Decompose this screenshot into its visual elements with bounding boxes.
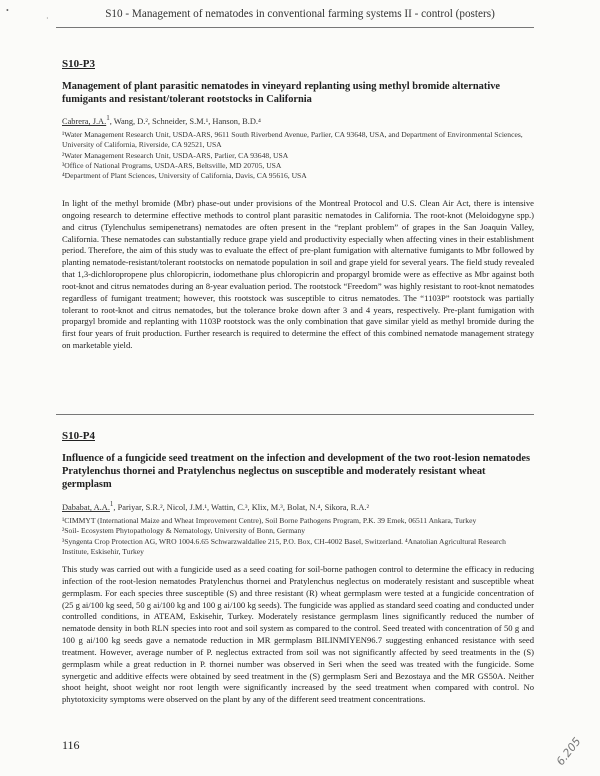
- affiliation: ¹CIMMYT (International Maize and Wheat Improvement Centre), Soil Borne Pathogens Program, P.K. 39 Emek, 06511 Ankara, Turkey: [62, 516, 477, 525]
- affiliations: [62, 130, 534, 181]
- affiliation: ²Soil- Ecosystem Phytopathology & Nematology, University of Bonn, Germany: [62, 526, 306, 536]
- first-author: Dababat, A.A.: [62, 502, 110, 512]
- scan-mark: ·: [46, 14, 49, 23]
- paper-id: S10-P3: [62, 58, 95, 70]
- author-sup: 1: [106, 114, 110, 122]
- first-author: Cabrera, J.A.: [62, 116, 107, 126]
- paper-title: Influence of a fungicide seed treatment on the infection and development of the two root-lesion nematodes Pratylenchus thornei and Pratylenchus neglectus on susceptible and moderately resistant wheat germplasm: [62, 453, 531, 490]
- paper-id: S10-P4: [62, 430, 95, 442]
- running-header: S10 - Management of nematodes in conventional farming systems II - control (posters): [105, 8, 495, 20]
- affiliation: ²Water Management Research Unit, USDA-ARS, Parlier, CA 93648, USA: [62, 150, 289, 160]
- paper-authors: [62, 500, 532, 512]
- affiliation: ⁴Department of Plant Sciences, University of California, Davis, CA 95616, USA: [62, 171, 307, 181]
- affiliation: ³Office of National Programs, USDA-ARS, Beltsville, MD 20705, USA: [62, 160, 282, 170]
- scan-mark: •: [6, 6, 9, 15]
- paper-title: Management of plant parasitic nematodes in vineyard replanting using methyl bromide alternative fumigants and resistant/tolerant rootstocks in California: [62, 81, 501, 105]
- header-rule: [56, 27, 534, 28]
- author-sup: 1: [109, 500, 114, 508]
- page-number: 116: [62, 738, 80, 752]
- affiliations: [62, 516, 534, 557]
- section-rule: [56, 414, 534, 415]
- other-authors: , Pariyar, S.R.², Nicol, J.M.¹, Wattin, C.³, Klix, M.³, Bolat, N.⁴, Sikora, R.A.²: [113, 502, 369, 512]
- paper-abstract: This study was carried out with a fungicide used as a seed coating for soil-borne pathogen control to determine the efficacy in reducing infection of the root-lesion nematodes Pratylenchus thornei and Pratylenchus neglectus on moderately resistant and susceptible wheat germplasm. For each species three susceptible (S) and three resistant (R) wheat germplasm were tested at a fungicide concentration of (25 g ai/100 kg seed, 50 g ai/100 kg and 100 g ai/100 kg seeds). The fungicide was applied as standard seed coating and conducted under controlled conditions, in ATEAM, Eskisehir, Turkey. Moderately resistance germplasm lines significantly reduced the number of nematode density in both RLN species into root and soil system as compared to the control. Seed treated with concentration of 50 g and 100 g ai/100 kg seeds gave a nematode reduction in MR germplasm BILINMIYEN96.7 suggesting enhanced resistance with seed treatment. However, average number of P. neglectus extracted from soil was not significantly affected by seed treatments in the (S) germplasm while a great reduction in P. thornei number was observed in Seri when the seed was treated with the fungicide. Some synergetic and additive effects were obtained by seed treatment in the (S) germplasm Seri and Bezostaya and the MR GS50A. Neither shoot height, shoot weight nor root length were significantly increased by the seed treatment when compared with control. No phytotoxicity symptoms were observed on the plant by any of the different seed treatment concentrations.: [62, 564, 534, 705]
- paper-abstract: In light of the methyl bromide (Mbr) phase-out under provisions of the Montreal Protocol and U.S. Clean Air Act, there is intensive ongoing research to determine effective methods to control plant parasitic nematodes in California. The root-knot (Meloidogyne spp.) and citrus (Tylenchulus semipenetrans) nematodes are often present in the “replant problem” of grapes in the San Joaquin Valley, California. These nematodes can substantially reduce grape yield and productivity especially when affecting vines in their establishment period. Therefore, the aim of this study was to evaluate the effect of pre-plant fumigation with alternative fumigants to Mbr followed by planting nematode-resistant/tolerant rootstocks on nematode population in soil and grape yield for several years. The field study revealed that 1,3-dichloropropene plus chloropicrin, iodomethane plus chloropicrin and propargyl bromide were as effective as Mbr against both root-knot and citrus nematodes during an 8-year evaluation period. The rootstock “Freedom” was highly resistant to root-knot nematodes regardless of fumigant treatment; however, this rootstock was susceptible to citrus nematodes. The “1103P” rootstock was partially tolerant to root-knot and citrus nematodes, but the tolerance broke down after 3 and 4 years, respectively. Pre-plant fumigation with propargyl bromide and replanting with 1103P rootstock was the only combination that gave similar yield as methyl bromide during the first four years of fruit production. Further research is required to determine the effect of this combined nematode management strategy on marketable yield.: [62, 198, 534, 351]
- other-authors: , Wang, D.², Schneider, S.M.¹, Hanson, B.D.⁴: [109, 116, 261, 126]
- handwritten-note: 6.205: [553, 735, 584, 768]
- affiliation: ³Syngenta Crop Protection AG, WRO 1004.6.65 Schwarzwaldallee 215, P.O. Box, CH-4002 Basel, Switzerland. ⁴Anatolian Agricultural Research Institute, Eskisehir, Turkey: [62, 536, 506, 556]
- paper-authors: [62, 114, 532, 126]
- affiliation: ¹Water Management Research Unit, USDA-ARS, 9611 South Riverbend Avenue, Parlier, CA 93648, USA, and Department of Environmental Sciences, University of California, Riverside, CA 92521, USA: [62, 130, 523, 150]
